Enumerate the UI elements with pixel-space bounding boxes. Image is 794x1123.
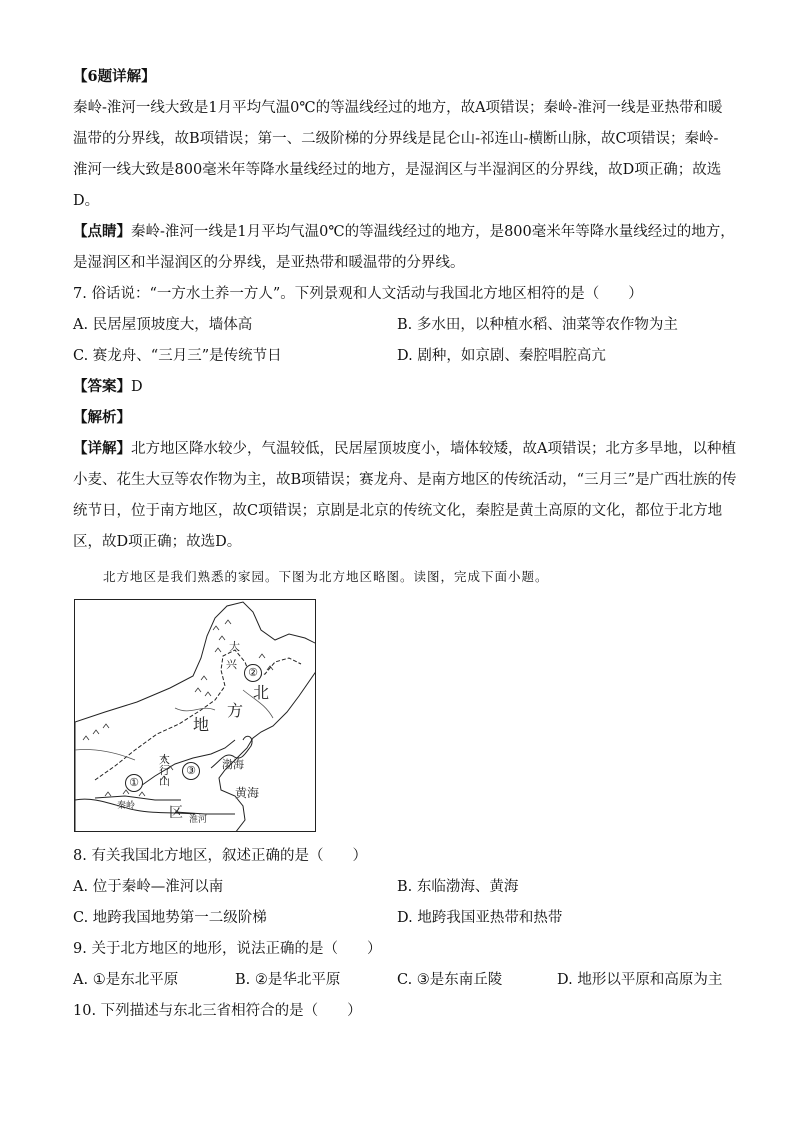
q6-line-4: D。 [73, 193, 100, 209]
map-label-bohai: 渤海 [222, 758, 244, 771]
q6-note-line-1: 秦岭-淮河一线是1月平均气温0℃的等温线经过的地方，是800毫米年等降水量线经过的地方， [131, 224, 735, 240]
q8-option-d: D. 地跨我国亚热带和热带 [397, 910, 563, 926]
map-label-bei: 北 [253, 683, 270, 702]
river-3 [75, 749, 135, 760]
map-label-xing: 兴 [226, 658, 237, 671]
q9-option-b: B. ②是华北平原 [235, 972, 341, 988]
q6-note-label: 【点睛】 [73, 223, 131, 240]
q6-header: 【6题详解】 [73, 68, 156, 85]
q7-option-d: D. 剧种，如京剧、秦腔唱腔高亢 [397, 348, 606, 364]
map-marker-3: ③ [182, 762, 200, 780]
q10-stem: 10. 下列描述与东北三省相符合的是（ ） [73, 1003, 362, 1019]
q7-detail-line-1: 北方地区降水较少，气温较低，民居屋顶坡度小，墙体较矮，故A项错误；北方多旱地，以种植 [131, 441, 736, 457]
q6-line-2: 温带的分界线，故B项错误；第一、二级阶梯的分界线是昆仑山-祁连山-横断山脉，故C项错误；秦岭- [73, 131, 719, 147]
map-label-huanghai: 黄海 [235, 786, 260, 800]
q7-detail-label: 【详解】 [73, 440, 131, 457]
map-label-qinling: 秦岭 [117, 801, 136, 811]
map-label-taihang: 太行山 [159, 753, 170, 788]
map-marker-2: ② [244, 664, 262, 682]
q7-detail-line-4: 区，故D项正确；故选D。 [73, 534, 242, 550]
map-marker-1: ① [125, 774, 143, 792]
north-region-map [74, 599, 316, 832]
q8-option-a: A. 位于秦岭—淮河以南 [73, 879, 224, 895]
q7-detail-line-3: 统节日，位于南方地区，故C项错误；京剧是北京的传统文化，秦腔是黄土高原的文化，都位于北方地 [73, 503, 723, 519]
map-intro: 北方地区是我们熟悉的家园。下图为北方地区略图。读图，完成下面小题。 [103, 569, 549, 584]
q7-answer-value: D [131, 379, 143, 395]
q9-option-d: D. 地形以平原和高原为主 [557, 972, 723, 988]
q7-option-a: A. 民居屋顶坡度大，墙体高 [73, 317, 253, 333]
map-label-fang: 方 [227, 701, 244, 720]
q7-analysis-label: 【解析】 [73, 409, 131, 426]
map-label-di: 地 [193, 715, 210, 734]
mountain-marks [83, 620, 273, 796]
map-label-huaihe: 淮河 [189, 815, 208, 825]
q6-line-3: 淮河一线大致是800毫米年等降水量线经过的地方，是湿润区与半湿润区的分界线，故D项正确；故选 [73, 162, 722, 178]
map-label-qu: 区 [169, 805, 183, 821]
q8-option-c: C. 地跨我国地势第一二级阶梯 [73, 910, 267, 926]
q7-option-b: B. 多水田，以种植水稻、油菜等农作物为主 [397, 317, 678, 333]
qinling-line [95, 796, 181, 800]
q7-detail [73, 439, 736, 459]
q8-option-b: B. 东临渤海、黄海 [397, 879, 519, 895]
q7-detail-line-2: 小麦、花生大豆等农作物为主，故B项错误；赛龙舟、是南方地区的传统活动，“三月三”是广西壮族的传 [73, 472, 737, 488]
q6-line-1: 秦岭-淮河一线大致是1月平均气温0℃的等温线经过的地方，故A项错误；秦岭-淮河一线是亚热带和暖 [73, 100, 723, 116]
map-label-da: 大 [229, 640, 240, 653]
q9-stem: 9. 关于北方地区的地形，说法正确的是（ ） [73, 941, 382, 957]
q7-stem: 7. 俗话说：“一方水土养一方人”。下列景观和人文活动与我国北方地区相符的是（ ） [73, 286, 643, 302]
river-1 [175, 708, 215, 711]
q7-option-c: C. 赛龙舟、“三月三”是传统节日 [73, 348, 282, 364]
q6-note-line-2: 是湿润区和半湿润区的分界线，是亚热带和暖温带的分界线。 [73, 255, 465, 271]
q9-option-c: C. ③是东南丘陵 [397, 972, 503, 988]
q8-stem: 8. 有关我国北方地区，叙述正确的是（ ） [73, 848, 367, 864]
q6-note [73, 222, 735, 242]
q9-option-a: A. ①是东北平原 [73, 972, 179, 988]
q7-answer-label: 【答案】 [73, 378, 131, 395]
q7-answer [73, 377, 143, 397]
